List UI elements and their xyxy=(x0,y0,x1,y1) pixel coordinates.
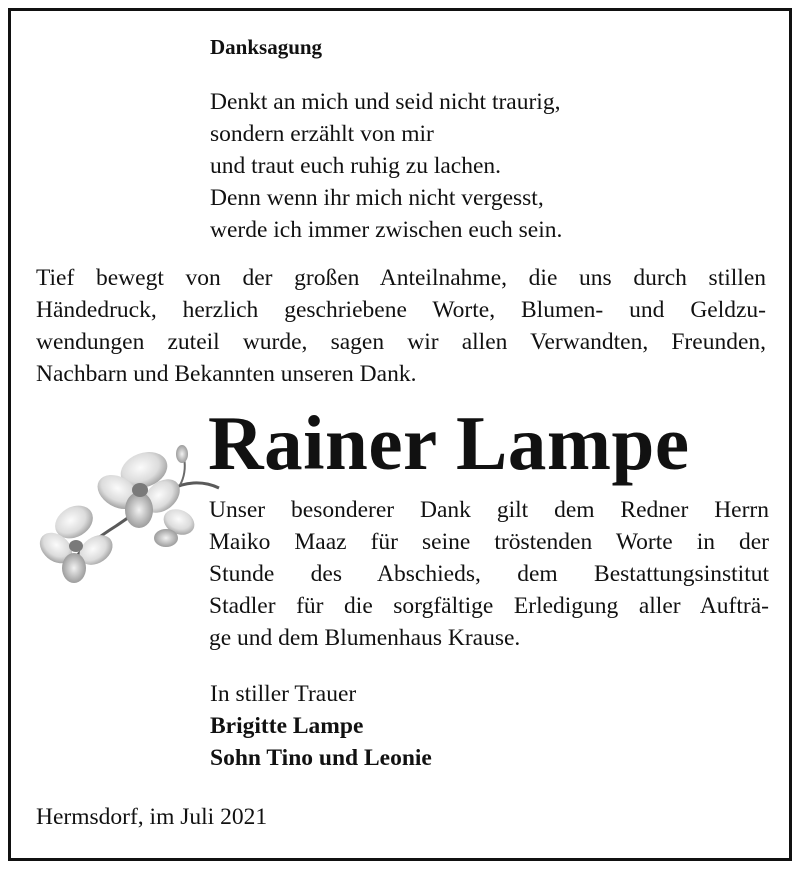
orchid-flower xyxy=(34,499,118,583)
intro-line: Händedruck, herzlich geschriebene Worte, Blumen- und Geldzu- xyxy=(36,297,766,323)
poem-line: Denn wenn ihr mich nicht vergesst, xyxy=(210,185,544,211)
poem-line: werde ich immer zwischen euch sein. xyxy=(210,217,563,243)
place-date: Hermsdorf, im Juli 2021 xyxy=(36,804,268,830)
intro-line: Tief bewegt von der großen Anteilnahme, die uns durch stillen xyxy=(36,265,766,291)
thanks-line: Maiko Maaz für seine tröstenden Worte in der xyxy=(209,529,769,555)
poem-line: Denkt an mich und seid nicht traurig, xyxy=(210,89,561,115)
intro-paragraph xyxy=(36,262,766,390)
mourner-name: Brigitte Lampe xyxy=(210,713,364,739)
orchid-icon xyxy=(34,430,224,590)
poem-line: sondern erzählt von mir xyxy=(210,121,434,147)
mourning-intro: In stiller Trauer xyxy=(210,681,357,707)
notice-heading: Danksagung xyxy=(210,35,323,59)
mourner-name: Sohn Tino und Leonie xyxy=(210,745,432,771)
mourners-block xyxy=(210,678,432,774)
poem-line: und traut euch ruhig zu lachen. xyxy=(210,153,502,179)
thanks-line: Stadler für die sorgfältige Erledigung aller Aufträ- xyxy=(209,593,769,619)
orchid-bud xyxy=(176,445,188,463)
thanks-line: ge und dem Blumenhaus Krause. xyxy=(209,625,521,651)
poem xyxy=(210,86,562,246)
thanks-line: Stunde des Abschieds, dem Bestattungsinstitut xyxy=(209,561,769,587)
intro-line: Nachbarn und Bekannten unseren Dank. xyxy=(36,361,417,387)
thanks-line: Unser besonderer Dank gilt dem Redner Herrn xyxy=(209,497,769,523)
intro-line: wendungen zuteil wurde, sagen wir allen Verwandten, Freunden, xyxy=(36,329,766,355)
deceased-name: Rainer Lampe xyxy=(208,400,690,486)
thanks-paragraph xyxy=(209,494,769,654)
